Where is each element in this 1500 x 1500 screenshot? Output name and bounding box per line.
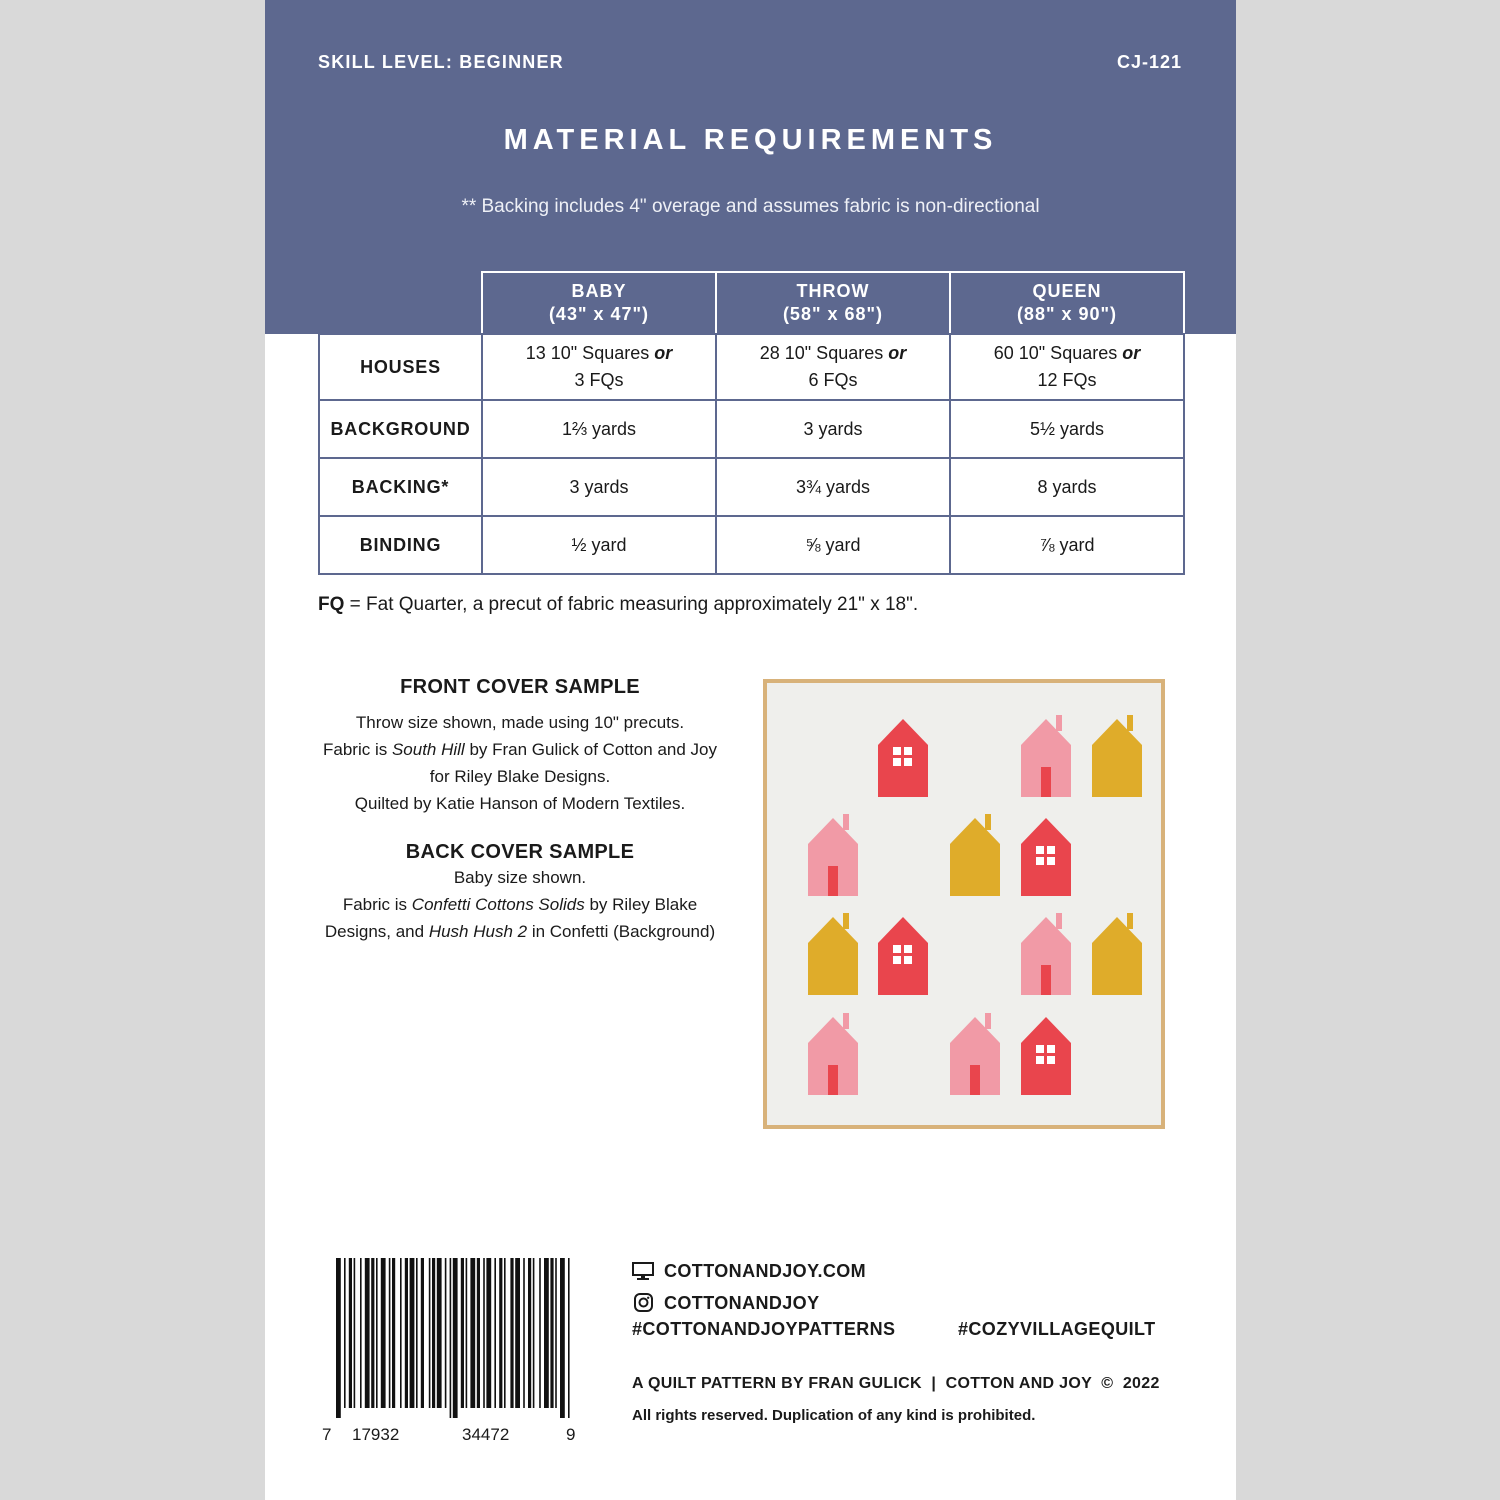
barcode-bar xyxy=(550,1258,553,1408)
column-size: (88" x 90") xyxy=(1016,304,1118,324)
barcode-bar xyxy=(477,1258,480,1408)
back-sample-line xyxy=(305,891,735,918)
cell-text: 28 10" Squares xyxy=(759,343,884,363)
house-window xyxy=(1036,1056,1044,1064)
barcode-bar xyxy=(429,1258,431,1408)
table-row xyxy=(319,516,1184,574)
sample-descriptions xyxy=(305,676,735,945)
cell-or: or xyxy=(654,343,673,363)
rights-notice: All rights reserved. Duplication of any kind is prohibited. xyxy=(632,1407,1036,1424)
column-header-throw xyxy=(716,272,950,334)
table-corner xyxy=(319,272,482,334)
barcode-bar xyxy=(555,1258,557,1408)
barcode-bar xyxy=(539,1258,541,1408)
instagram-handle[interactable]: COTTONANDJOY xyxy=(664,1292,820,1313)
fabric-name: Hush Hush 2 xyxy=(428,922,528,941)
house-window xyxy=(1036,857,1044,865)
barcode-bar xyxy=(504,1258,506,1408)
pattern-back-page xyxy=(265,0,1236,1500)
cell-text: 6 FQs xyxy=(808,370,858,390)
cell-or: or xyxy=(888,343,907,363)
barcode-bar xyxy=(437,1258,442,1408)
house-chimney xyxy=(843,814,849,830)
barcode-bar xyxy=(360,1258,362,1408)
hashtag-quilt[interactable]: #COZYVILLAGEQUILT xyxy=(958,1319,1156,1339)
computer-monitor-icon xyxy=(632,1261,654,1281)
house-window xyxy=(904,945,912,953)
skill-level: SKILL LEVEL: BEGINNER xyxy=(318,52,564,72)
back-sample-line: Baby size shown. xyxy=(453,868,587,887)
house-window xyxy=(904,747,912,755)
fabric-name: Confetti Cottons Solids xyxy=(411,895,585,914)
quilt-illustration xyxy=(753,676,1173,1136)
back-sample-line xyxy=(305,918,735,945)
cell-text: 12 FQs xyxy=(1037,370,1097,390)
page-title: MATERIAL REQUIREMENTS xyxy=(503,124,998,156)
front-sample-line: Throw size shown, made using 10" precuts. xyxy=(355,713,685,732)
barcode-bar xyxy=(470,1258,475,1408)
cell-text: 13 10" Squares xyxy=(525,343,650,363)
house-chimney xyxy=(985,1013,991,1029)
website-row xyxy=(632,1255,866,1287)
barcode-bar xyxy=(560,1258,565,1418)
column-header-queen xyxy=(950,272,1184,334)
table-cell: ⅝ yard xyxy=(716,516,950,574)
front-sample-line xyxy=(305,736,735,763)
pattern-code: CJ-121 xyxy=(1116,52,1182,72)
cell-text: 3 FQs xyxy=(574,370,624,390)
barcode-bar xyxy=(499,1258,502,1408)
barcode-bar xyxy=(354,1258,356,1408)
barcode-bar xyxy=(392,1258,395,1408)
barcode-bar xyxy=(453,1258,458,1418)
barcode-group-1: 17932 xyxy=(352,1425,400,1444)
cell-or: or xyxy=(1122,343,1141,363)
barcode-bar xyxy=(421,1258,424,1408)
house-door xyxy=(828,866,838,896)
text-run: in Confetti (Background) xyxy=(527,922,716,941)
house-window xyxy=(904,956,912,964)
column-name: THROW xyxy=(796,281,870,301)
house-window xyxy=(1047,846,1055,854)
table-cell xyxy=(950,334,1184,400)
house-door xyxy=(970,1065,980,1095)
column-name: BABY xyxy=(571,281,627,301)
table-row xyxy=(319,334,1184,400)
table-row xyxy=(319,458,1184,516)
house-chimney xyxy=(843,1013,849,1029)
fabric-name: South Hill xyxy=(391,740,465,759)
text-run: Designs, and xyxy=(324,922,429,941)
table-cell xyxy=(482,334,716,400)
barcode-bar xyxy=(494,1258,496,1408)
front-sample-heading: FRONT COVER SAMPLE xyxy=(400,676,640,698)
table-row xyxy=(319,400,1184,458)
house-window xyxy=(1047,1056,1055,1064)
table-cell xyxy=(716,334,950,400)
row-header-houses: HOUSES xyxy=(319,334,482,400)
barcode-bar xyxy=(528,1258,531,1408)
barcode-bars xyxy=(322,1258,580,1418)
pattern-credit: A QUILT PATTERN BY FRAN GULICK | COTTON AND JOY © 2022 xyxy=(632,1375,1160,1392)
fat-quarter-note xyxy=(318,594,918,616)
text-run: by Fran Gulick of Cotton and Joy xyxy=(464,740,718,759)
barcode-bar xyxy=(336,1258,341,1418)
house-chimney xyxy=(1127,715,1133,731)
house-door xyxy=(1041,965,1051,995)
column-size: (58" x 68") xyxy=(782,304,884,324)
table-cell: 3 yards xyxy=(482,458,716,516)
barcode-bar xyxy=(461,1258,464,1408)
house-door xyxy=(1041,767,1051,797)
text-run: Fabric is xyxy=(322,740,392,759)
barcode-bar xyxy=(405,1258,408,1408)
cell-text: 60 10" Squares xyxy=(993,343,1118,363)
table-cell: 8 yards xyxy=(950,458,1184,516)
hashtag-patterns[interactable]: #COTTONANDJOYPATTERNS xyxy=(632,1319,896,1339)
barcode-bar xyxy=(483,1258,485,1408)
column-header-baby xyxy=(482,272,716,334)
barcode-bar xyxy=(410,1258,415,1408)
barcode-bar xyxy=(344,1258,346,1408)
text-run: by Riley Blake xyxy=(584,895,698,914)
house-chimney xyxy=(1127,913,1133,929)
barcode-bar xyxy=(450,1258,452,1418)
fq-definition: = Fat Quarter, a precut of fabric measuring approximately 21" x 18". xyxy=(344,594,919,615)
table-cell: ½ yard xyxy=(482,516,716,574)
house-window xyxy=(904,758,912,766)
barcode-bar xyxy=(515,1258,520,1408)
front-sample-line: Quilted by Katie Hanson of Modern Textiles. xyxy=(354,794,686,813)
instagram-icon xyxy=(632,1293,654,1313)
row-header-background: BACKGROUND xyxy=(319,400,482,458)
back-sample-heading: BACK COVER SAMPLE xyxy=(405,841,635,863)
house-window xyxy=(1036,846,1044,854)
table-header-row xyxy=(319,272,1184,334)
house-door xyxy=(828,1065,838,1095)
barcode-bar xyxy=(389,1258,391,1408)
barcode xyxy=(322,1258,580,1444)
barcode-bar xyxy=(400,1258,402,1408)
quilt-photo xyxy=(753,676,1173,1141)
table-cell: 1⅔ yards xyxy=(482,400,716,458)
material-requirements-table xyxy=(318,271,1185,575)
house-window xyxy=(893,758,901,766)
table-cell: 3¾ yards xyxy=(716,458,950,516)
barcode-bar xyxy=(486,1258,491,1408)
table-cell: 3 yards xyxy=(716,400,950,458)
barcode-bar xyxy=(533,1258,535,1408)
house-window xyxy=(1047,1045,1055,1053)
barcode-bar xyxy=(568,1258,570,1418)
barcode-bar xyxy=(544,1258,549,1408)
house-chimney xyxy=(843,913,849,929)
house-chimney xyxy=(1056,715,1062,731)
column-name: QUEEN xyxy=(1032,281,1102,301)
table-cell: 5½ yards xyxy=(950,400,1184,458)
barcode-digit-left: 7 xyxy=(322,1425,332,1444)
house-window xyxy=(893,747,901,755)
barcode-bar xyxy=(432,1258,435,1408)
barcode-bar xyxy=(510,1258,513,1408)
barcode-bar xyxy=(349,1258,352,1408)
barcode-group-2: 34472 xyxy=(462,1425,510,1444)
backing-note: ** Backing includes 4" overage and assumes fabric is non-directional xyxy=(461,196,1040,217)
row-header-binding: BINDING xyxy=(319,516,482,574)
barcode-bar xyxy=(466,1258,468,1408)
hashtags xyxy=(632,1319,1172,1340)
barcode-bar xyxy=(523,1258,525,1408)
instagram-row xyxy=(632,1287,866,1319)
barcode-bar xyxy=(376,1258,378,1408)
text-run: Fabric is xyxy=(342,895,412,914)
front-sample-line: for Riley Blake Designs. xyxy=(429,767,611,786)
house-window xyxy=(1047,857,1055,865)
barcode-bar xyxy=(445,1258,447,1408)
barcode-bar xyxy=(371,1258,374,1408)
column-size: (43" x 47") xyxy=(548,304,650,324)
house-chimney xyxy=(1056,913,1062,929)
house-window xyxy=(893,945,901,953)
fq-abbr: FQ xyxy=(318,594,345,615)
table-cell: ⅞ yard xyxy=(950,516,1184,574)
house-chimney xyxy=(985,814,991,830)
house-window xyxy=(1036,1045,1044,1053)
website-link[interactable]: COTTONANDJOY.COM xyxy=(664,1260,867,1281)
row-header-backing: BACKING* xyxy=(319,458,482,516)
contact-info xyxy=(632,1255,866,1319)
barcode-bar xyxy=(381,1258,386,1408)
barcode-bar xyxy=(416,1258,418,1408)
house-window xyxy=(893,956,901,964)
barcode-digit-right: 9 xyxy=(566,1425,576,1444)
barcode-bar xyxy=(365,1258,370,1408)
